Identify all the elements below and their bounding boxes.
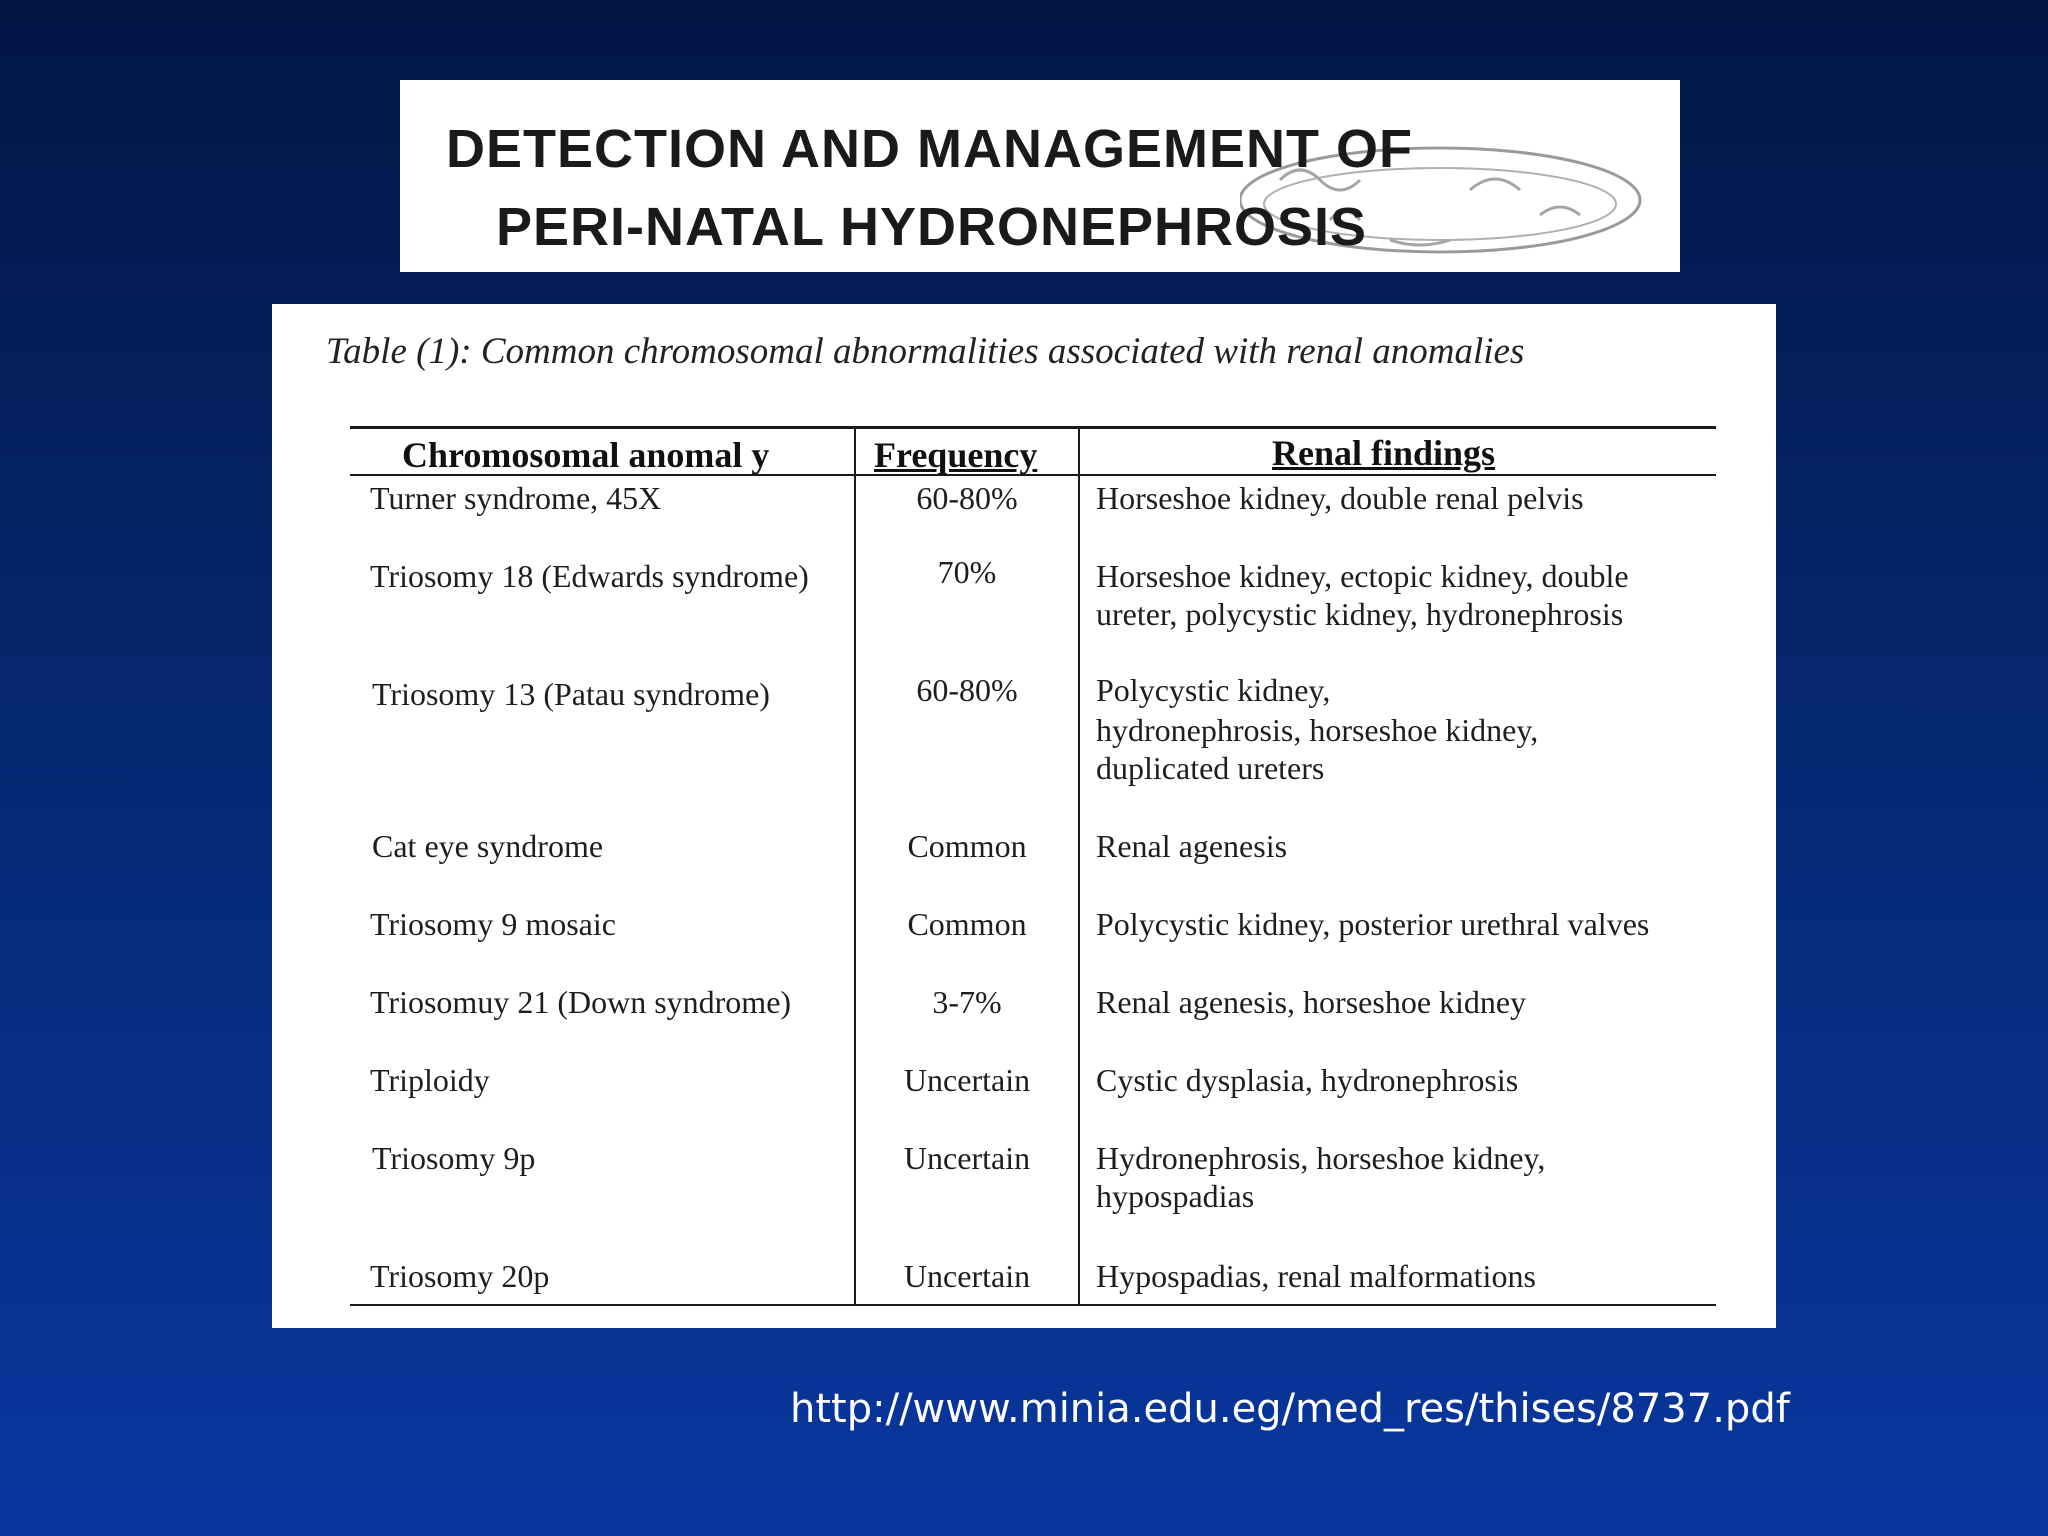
row-8-findings-line-1: Hydronephrosis, horseshoe kidney, (1096, 1140, 1546, 1176)
row-3-findings-line-2: hydronephrosis, horseshoe kidney, (1096, 712, 1539, 748)
row-7-findings: Cystic dysplasia, hydronephrosis (1096, 1062, 1519, 1098)
row-9-frequency: Uncertain (903, 1258, 1031, 1294)
row-5-findings: Polycystic kidney, posterior urethral valves (1096, 906, 1650, 942)
row-4-frequency: Common (907, 828, 1027, 864)
row-6-anomaly: Triosomuy 21 (Down syndrome) (370, 984, 792, 1020)
table-caption: Table (1): Common chromosomal abnormalities associated with renal anomalies (326, 331, 1525, 372)
row-1-frequency: 60-80% (916, 480, 1018, 516)
row-3-findings-line-3: duplicated ureters (1096, 750, 1325, 786)
row-8-findings-line-2: hypospadias (1096, 1178, 1255, 1214)
row-9-findings: Hypospadias, renal malformations (1096, 1258, 1536, 1294)
row-5-anomaly: Triosomy 9 mosaic (370, 906, 616, 942)
table-panel (272, 304, 1776, 1328)
row-7-frequency: Uncertain (903, 1062, 1031, 1098)
title-banner (400, 80, 1680, 272)
row-6-frequency: 3-7% (932, 984, 1002, 1020)
row-3-findings-line-1: Polycystic kidney, (1096, 672, 1331, 708)
row-9-anomaly: Triosomy 20p (370, 1258, 550, 1294)
row-3-frequency: 60-80% (916, 672, 1018, 708)
row-4-findings: Renal agenesis (1096, 828, 1288, 864)
row-4-anomaly: Cat eye syndrome (372, 828, 604, 864)
header-chromosomal-anomaly: Chromosomal anomal y (402, 435, 770, 475)
row-1-findings: Horseshoe kidney, double renal pelvis (1096, 480, 1584, 516)
table-top-rule (350, 426, 1716, 429)
table-bottom-rule (350, 1304, 1716, 1306)
row-8-frequency: Uncertain (903, 1140, 1031, 1176)
header-frequency: Frequency (874, 435, 1038, 475)
row-2-findings-line-1: Horseshoe kidney, ectopic kidney, double (1096, 558, 1629, 594)
header-renal-findings: Renal findings (1272, 433, 1496, 473)
row-2-anomaly: Triosomy 18 (Edwards syndrome) (370, 558, 809, 594)
row-2-frequency: 70% (937, 554, 997, 590)
title-line-2: PERI-NATAL HYDRONEPHROSIS (496, 197, 1368, 257)
row-7-anomaly: Triploidy (370, 1062, 490, 1098)
row-3-anomaly: Triosomy 13 (Patau syndrome) (372, 676, 770, 712)
title-line-1: DETECTION AND MANAGEMENT OF (446, 119, 1413, 179)
row-1-anomaly: Turner syndrome, 45X (370, 480, 662, 516)
row-5-frequency: Common (907, 906, 1027, 942)
row-6-findings: Renal agenesis, horseshoe kidney (1096, 984, 1527, 1020)
row-2-findings-line-2: ureter, polycystic kidney, hydronephrosis (1096, 596, 1624, 632)
row-8-anomaly: Triosomy 9p (372, 1140, 536, 1176)
source-url-link[interactable]: http://www.minia.edu.eg/med_res/thises/8737.pdf (790, 1386, 1790, 1432)
